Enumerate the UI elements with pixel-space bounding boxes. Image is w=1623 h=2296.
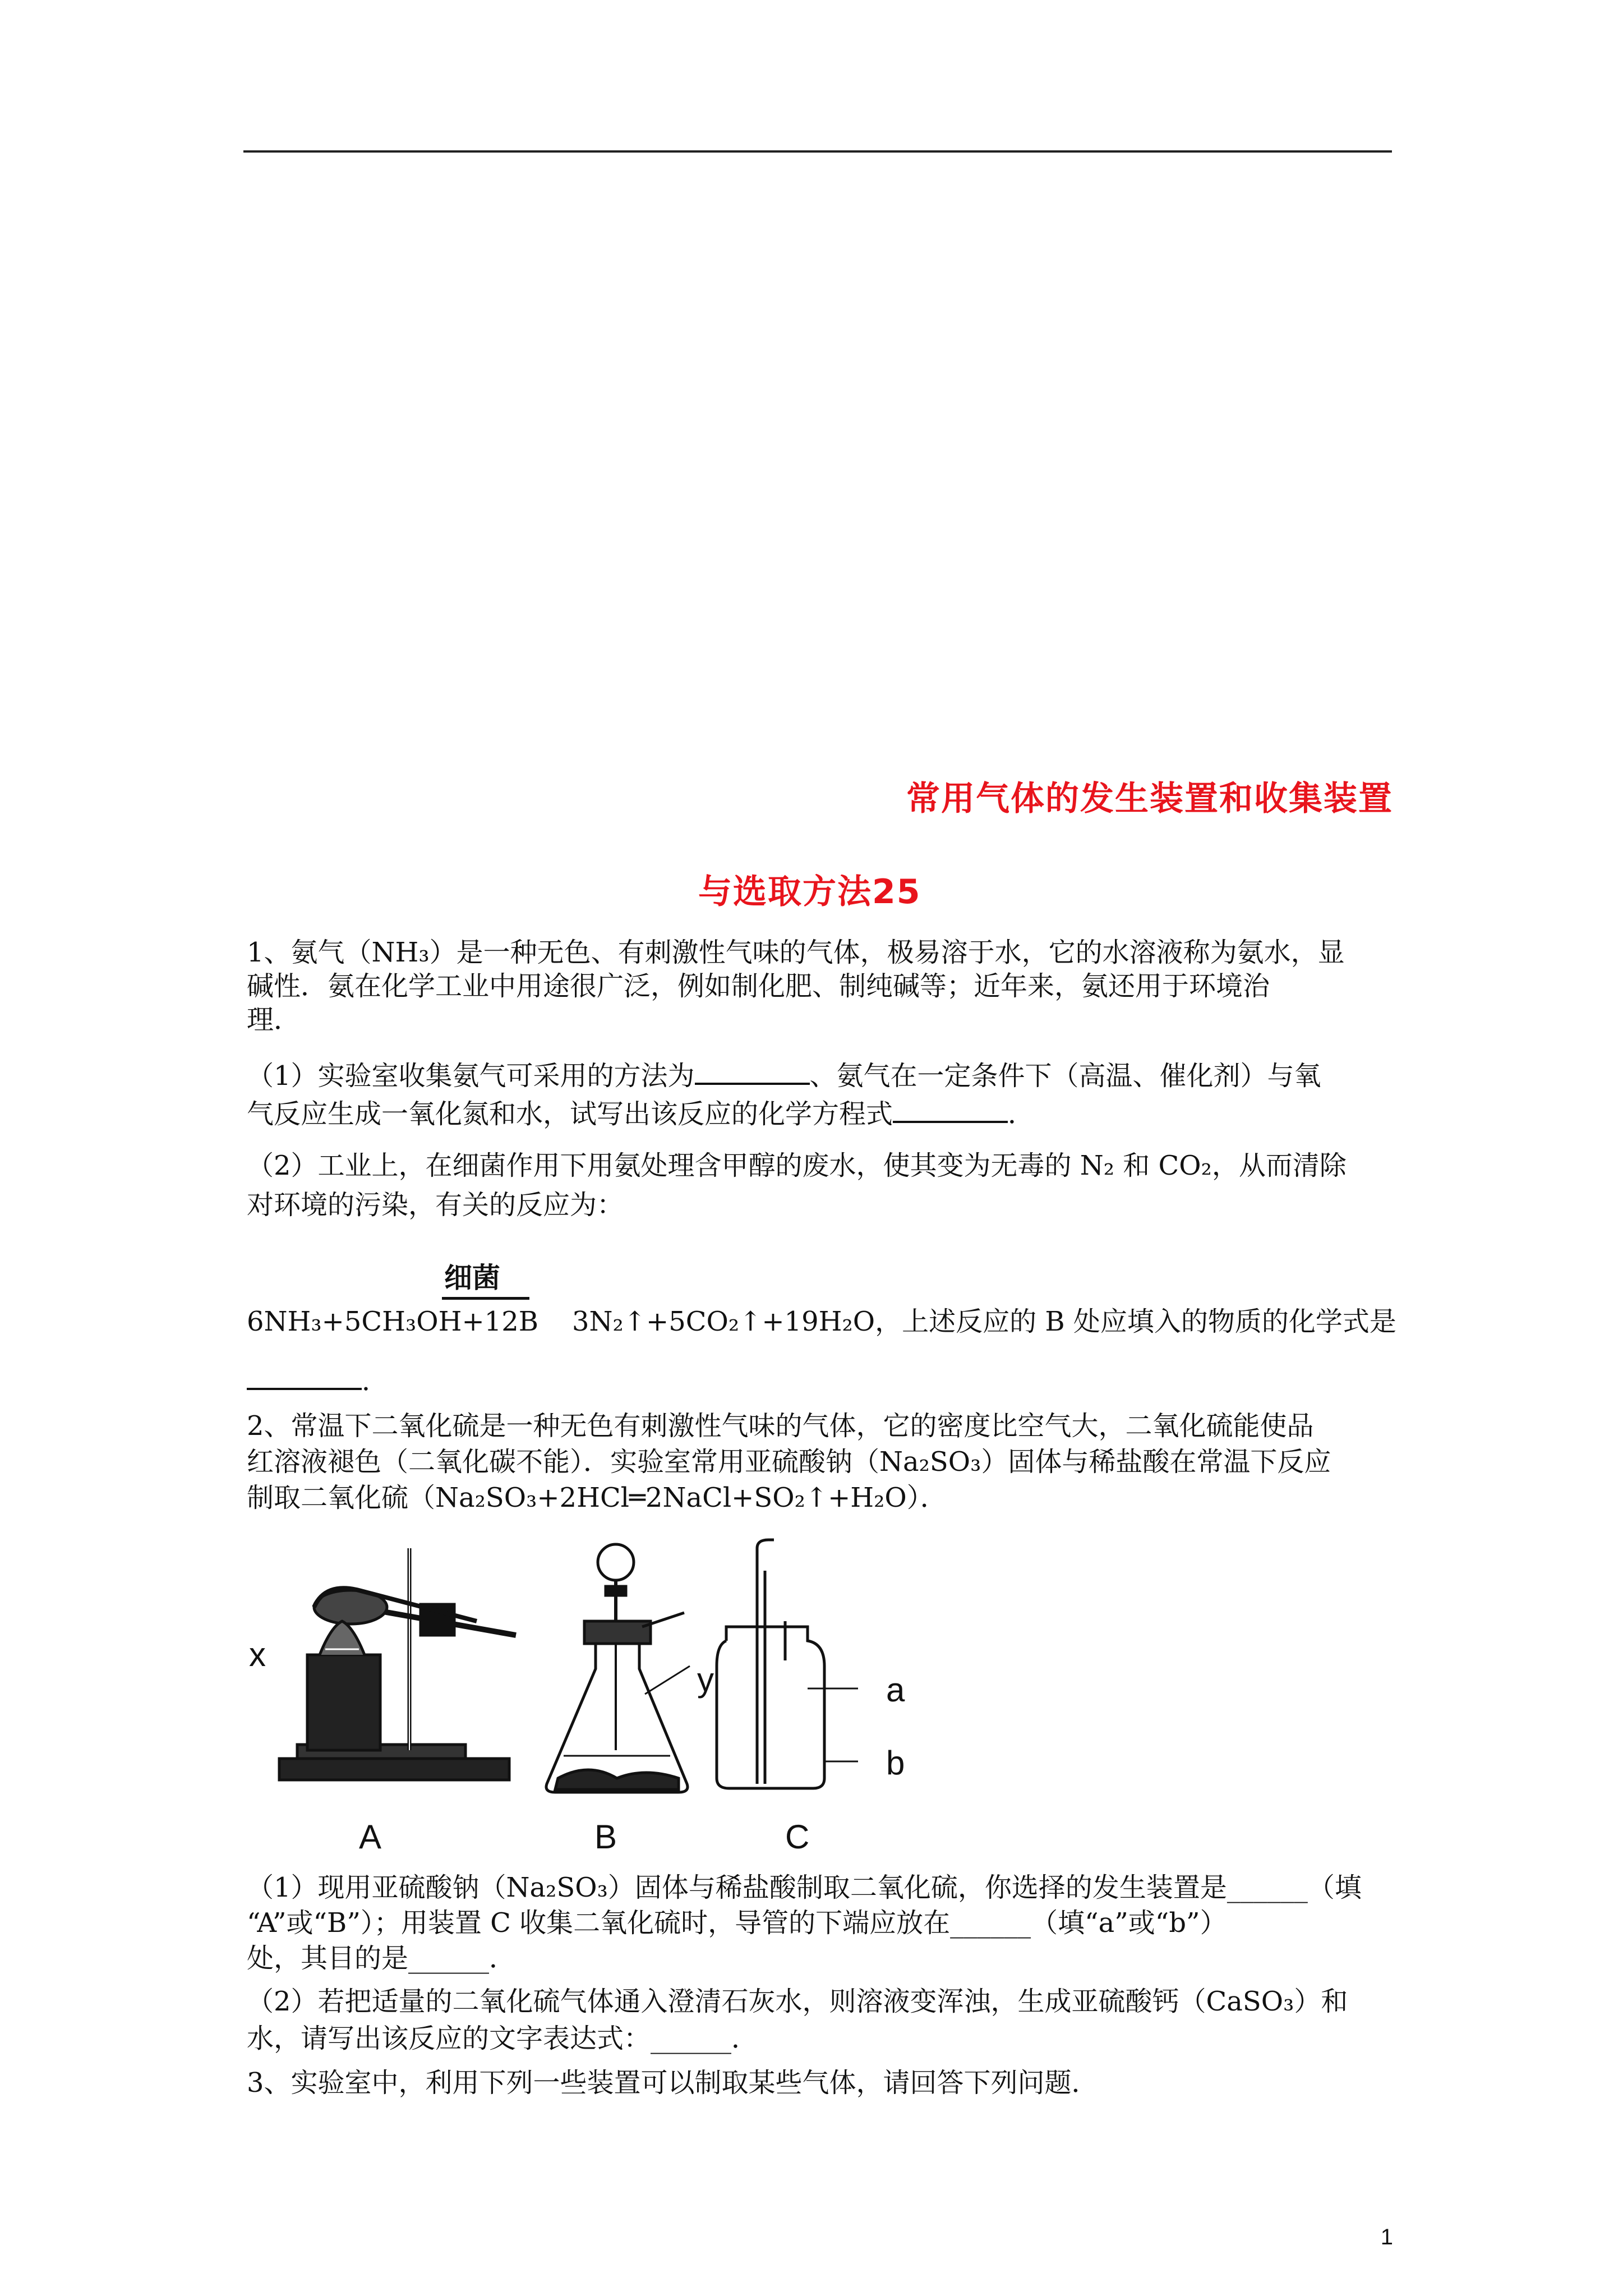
q3-line1: 3、实验室中，利用下列一些装置可以制取某些气体，请回答下列问题． <box>247 2067 1099 2099</box>
page-title-line2: 与选取方法25 <box>698 872 921 912</box>
apparatus-b <box>546 1544 690 1792</box>
q2-line2: 红溶液褪色（二氧化碳不能）．实验室常用亚硫酸钠（Na₂SO₃）固体与稀盐酸在常温下反应 <box>247 1446 1331 1478</box>
q1-sub1-line2 <box>247 1097 1035 1131</box>
equation-left: 6NH₃+5CH₃OH+12B <box>247 1306 539 1337</box>
q2-sub1-line2: “A”或“B”）；用装置 C 收集二氧化硫时，导管的下端应放在______（填“a”或“b”） <box>247 1907 1227 1939</box>
q1-sub2-line2: 对环境的污染，有关的反应为： <box>247 1189 624 1221</box>
q1-line2: 碱性．氨在化学工业中用途很广泛，例如制化肥、制纯碱等；近年来，氨还用于环境治 <box>247 970 1270 1002</box>
q1-sub1-text-b: 、氨气在一定条件下（高温、催化剂）与氧 <box>809 1060 1321 1092</box>
header-rule <box>243 150 1392 153</box>
apparatus-figure <box>241 1537 970 1840</box>
catalyst-label: 细菌 <box>444 1262 500 1294</box>
answer-blank[interactable] <box>247 1388 362 1390</box>
q2-sub1-line1: （1）现用亚硫酸钠（Na₂SO₃）固体与稀盐酸制取二氧化硫，你选择的发生装置是______（填 <box>247 1872 1362 1903</box>
page-title-line1: 常用气体的发生装置和收集装置 <box>906 779 1393 818</box>
q1-sub1-text-a: （1）实验室收集氨气可采用的方法为 <box>247 1060 695 1092</box>
q1-line3: 理． <box>247 1004 301 1036</box>
label-B: B <box>594 1818 617 1856</box>
label-a: a <box>886 1671 905 1709</box>
q1-sub1-text-c: 气反应生成一氧化氮和水，试写出该反应的化学方程式 <box>247 1098 893 1130</box>
q2-sub1-line3: 处，其目的是______． <box>247 1943 517 1974</box>
q1-sub1-text-d: ． <box>1008 1098 1035 1130</box>
apparatus-a <box>279 1548 516 1780</box>
q2-line3: 制取二氧化硫（Na₂SO₃+2HCl═2NaCl+SO₂↑+H₂O）． <box>247 1482 947 1513</box>
equation-right: 3N₂↑+5CO₂↑+19H₂O，上述反应的 B 处应填入的物质的化学式是 <box>572 1306 1396 1337</box>
label-A: A <box>359 1818 382 1856</box>
q1-sub1-line1 <box>247 1059 1321 1093</box>
q2-sub2-line1: （2）若把适量的二氧化硫气体通入澄清石灰水，则溶液变浑浊，生成亚硫酸钙（CaSO₃）和 <box>247 1986 1348 2017</box>
catalyst-rule <box>442 1297 529 1300</box>
answer-blank[interactable] <box>695 1083 810 1085</box>
apparatus-c <box>717 1540 858 1788</box>
q2-sub2-line2: 水，请写出该反应的文字表达式：______． <box>247 2023 759 2054</box>
label-y: y <box>697 1661 714 1699</box>
q1-line1: 1、氨气（NH₃）是一种无色、有刺激性气味的气体，极易溶于水，它的水溶液称为氨水，显 <box>247 937 1345 968</box>
page-number: 1 <box>1380 2225 1393 2249</box>
label-x: x <box>249 1636 266 1673</box>
q1-sub2-line1: （2）工业上，在细菌作用下用氨处理含甲醇的废水，使其变为无毒的 N₂ 和 CO₂，从而清除 <box>247 1150 1347 1181</box>
q2-line1: 2、常温下二氧化硫是一种无色有刺激性气味的气体，它的密度比空气大，二氧化硫能使品 <box>247 1410 1314 1442</box>
q1-answer-line <box>247 1364 389 1398</box>
q1-equation-line <box>247 1305 1396 1338</box>
q1-end-text: ． <box>362 1365 389 1397</box>
label-C: C <box>785 1818 810 1856</box>
label-b: b <box>886 1744 905 1782</box>
answer-blank[interactable] <box>893 1121 1008 1123</box>
